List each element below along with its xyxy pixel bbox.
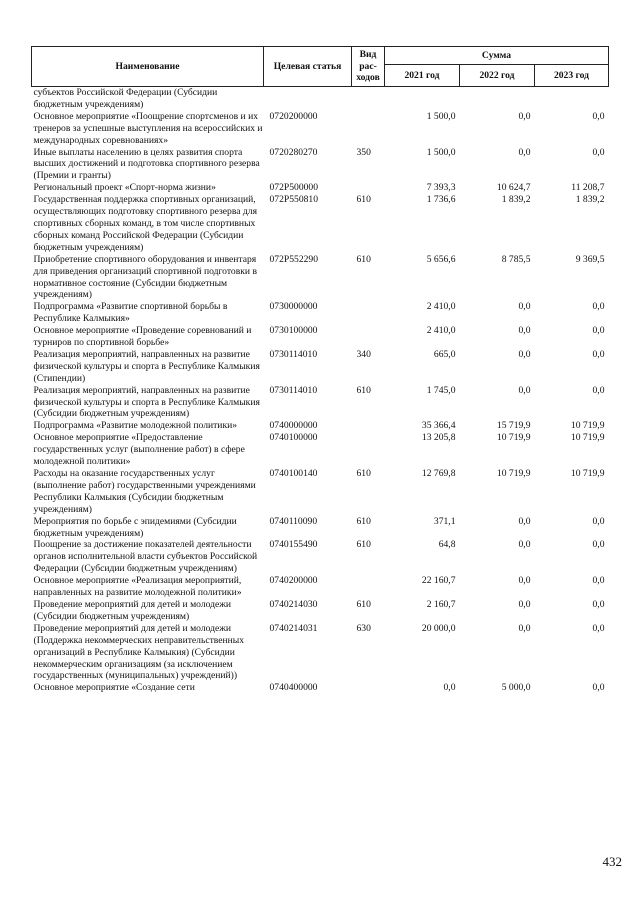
budget-table <box>31 46 609 694</box>
table-row <box>32 539 609 575</box>
cell-y2023: 0,0 <box>592 301 605 313</box>
cell-y2023: 0,0 <box>592 110 605 122</box>
cell-name: Государственная поддержка спортивных организаций, осуществляющих подготовку спортивного резерва для спортивных сборных команд, в том числе спортивных сборных команд Российской Федерации (Субсидии бюджетным учреждениям) <box>33 194 257 253</box>
cell-y2022: 0,0 <box>518 515 531 527</box>
cell-name: Основное мероприятие «Проведение соревнований и турниров по спортивной борьбе» <box>33 325 252 349</box>
cell-vid: 340 <box>356 348 371 360</box>
cell-y2021: 1 736,6 <box>426 194 456 206</box>
cell-y2023: 9 369,5 <box>575 253 605 265</box>
cell-y2023: 0,0 <box>592 622 605 634</box>
cell-code: 0740200000 <box>269 575 318 587</box>
cell-code: 072P500000 <box>269 182 319 194</box>
cell-code: 0740214031 <box>269 622 318 634</box>
table-body <box>32 87 609 695</box>
cell-y2021: 5 656,6 <box>426 253 456 265</box>
cell-y2022: 10 624,7 <box>496 182 531 194</box>
cell-y2021: 371,1 <box>433 515 456 527</box>
cell-y2022: 0,0 <box>518 575 531 587</box>
cell-vid <box>352 325 385 349</box>
cell-code: 0740100000 <box>269 432 318 444</box>
cell-code: 0730114010 <box>269 348 318 360</box>
table-row <box>32 420 609 432</box>
cell-y2022: 1 839,2 <box>501 194 531 206</box>
header-name: Наименование <box>32 47 264 87</box>
table-row <box>32 87 609 111</box>
cell-vid: 610 <box>356 539 371 551</box>
cell-name: Приобретение спортивного оборудования и инвентаря для приведения организаций спортивной подготовки в нормативное состояние (Субсидии бюджетным учреждениям) <box>33 253 257 301</box>
cell-y2022: 0,0 <box>518 301 531 313</box>
cell-name: субъектов Российской Федерации (Субсидии бюджетным учреждениям) <box>33 87 218 110</box>
cell-y2021: 22 160,7 <box>421 575 456 587</box>
cell-code: 0720280270 <box>269 146 318 158</box>
cell-vid: 610 <box>356 384 371 396</box>
cell-y2021: 2 410,0 <box>426 325 456 337</box>
table-header <box>32 47 609 87</box>
cell-code: 0740000000 <box>269 420 318 432</box>
cell-name: Основное мероприятие «Реализация мероприятий, направленных на развитие молодежной политики» <box>33 575 242 599</box>
cell-vid: 610 <box>356 468 371 479</box>
header-code: Целевая статья <box>264 47 352 87</box>
table-row <box>32 147 609 183</box>
cell-code: 0730000000 <box>269 301 318 313</box>
cell-y2022: 0,0 <box>518 598 531 610</box>
cell-name: Проведение мероприятий для детей и молодежи (Поддержка некоммерческих неправительственных организаций в Республике Калмыкия) (Субсидии некоммерческим организациям (за исключением государственных (муниципальных) учреждений)) <box>33 622 245 682</box>
cell-y2021: 12 769,8 <box>421 468 456 479</box>
cell-y2021 <box>385 87 460 111</box>
cell-name: Подпрограмма «Развитие спортивной борьбы в Республике Калмыкия» <box>33 301 228 325</box>
cell-code: 0730100000 <box>269 325 318 337</box>
cell-vid <box>352 575 385 599</box>
cell-name: Подпрограмма «Развитие молодежной политики» <box>33 420 238 432</box>
cell-y2021: 0,0 <box>443 682 456 694</box>
cell-code: 072P552290 <box>269 253 319 265</box>
cell-y2021: 20 000,0 <box>421 622 456 634</box>
cell-y2023: 0,0 <box>592 384 605 396</box>
cell-name: Основное мероприятие «Поощрение спортсменов и их тренеров за успешные выступления на всероссийских и международных соревнованиях» <box>33 110 263 146</box>
cell-y2021: 1 500,0 <box>426 110 456 122</box>
cell-vid <box>352 182 385 194</box>
cell-name: Иные выплаты населению в целях развития спорта высших достижений и подготовка спортивного резерва (Премии и гранты) <box>33 146 260 182</box>
cell-y2023: 10 719,9 <box>570 432 605 444</box>
cell-vid: 350 <box>356 146 371 158</box>
cell-y2023: 0,0 <box>592 539 605 551</box>
cell-vid: 610 <box>356 253 371 265</box>
table-row <box>32 432 609 468</box>
table-row <box>32 623 609 683</box>
cell-y2023: 10 719,9 <box>570 420 605 432</box>
cell-y2023: 0,0 <box>592 682 605 694</box>
table-row <box>32 182 609 194</box>
header-2022: 2022 год <box>460 65 535 87</box>
table-row <box>32 575 609 599</box>
cell-y2021: 2 160,7 <box>426 598 456 610</box>
cell-code: 0730114010 <box>269 384 318 396</box>
table-row <box>32 349 609 385</box>
cell-name: Основное мероприятие «Предоставление государственных услуг (выполнение работ) в сфере молодежной политики» <box>33 432 245 468</box>
cell-y2023: 0,0 <box>592 348 605 360</box>
header-2021: 2021 год <box>385 65 460 87</box>
cell-y2021: 35 366,4 <box>421 420 456 432</box>
cell-code: 0740100140 <box>269 468 318 479</box>
cell-y2022: 10 719,9 <box>496 432 531 444</box>
cell-vid <box>352 87 385 111</box>
table-row <box>32 325 609 349</box>
cell-vid <box>352 111 385 147</box>
cell-vid <box>352 682 385 694</box>
header-2023: 2023 год <box>535 65 609 87</box>
table-row <box>32 468 609 516</box>
cell-y2021: 1 500,0 <box>426 146 456 158</box>
cell-name: Региональный проект «Спорт-норма жизни» <box>33 182 216 194</box>
cell-y2023: 10 719,9 <box>570 468 605 479</box>
cell-y2021: 13 205,8 <box>421 432 456 444</box>
cell-y2022: 10 719,9 <box>496 468 531 479</box>
table-row <box>32 516 609 540</box>
page-number: 432 <box>602 854 622 869</box>
cell-name: Мероприятия по борьбе с эпидемиями (Субсидии бюджетным учреждениям) <box>33 515 237 539</box>
cell-y2022: 0,0 <box>518 325 531 337</box>
cell-vid <box>352 420 385 432</box>
cell-y2023: 0,0 <box>592 598 605 610</box>
cell-code: 0740214030 <box>269 598 318 610</box>
table-row <box>32 194 609 254</box>
cell-vid <box>352 432 385 468</box>
cell-y2021: 2 410,0 <box>426 301 456 313</box>
cell-y2022: 0,0 <box>518 348 531 360</box>
cell-code: 072P550810 <box>269 194 319 206</box>
cell-y2022: 0,0 <box>518 146 531 158</box>
cell-vid: 610 <box>356 515 371 527</box>
cell-y2023: 0,0 <box>592 146 605 158</box>
cell-y2022: 0,0 <box>518 384 531 396</box>
table-row <box>32 111 609 147</box>
cell-y2022 <box>460 87 535 111</box>
cell-name: Проведение мероприятий для детей и молодежи (Субсидии бюджетным учреждениям) <box>33 598 232 622</box>
cell-name: Основное мероприятие «Создание сети <box>33 682 195 694</box>
cell-y2022: 0,0 <box>518 110 531 122</box>
cell-name: Расходы на оказание государственных услуг (выполнение работ) государственными учреждениями Республики Калмыкия (Субсидии бюджетным учреждениям) <box>33 468 256 515</box>
cell-code: 0740155490 <box>269 539 318 551</box>
cell-vid: 630 <box>356 622 371 634</box>
cell-name: Реализация мероприятий, направленных на развитие физической культуры и спорта в Республике Калмыкия (Субсидии бюджетным учреждениям) <box>33 384 260 420</box>
cell-y2023: 0,0 <box>592 575 605 587</box>
cell-y2022: 5 000,0 <box>501 682 531 694</box>
cell-name: Поощрение за достижение показателей деятельности органов исполнительной власти субъектов Российской Федерации (Субсидии бюджетным учреждениям) <box>33 539 258 575</box>
cell-y2023: 1 839,2 <box>575 194 605 206</box>
header-sum: Сумма <box>385 47 609 65</box>
cell-code <box>264 87 352 111</box>
cell-code: 0740400000 <box>269 682 318 694</box>
cell-vid <box>352 301 385 325</box>
header-vid: Вид рас-ходов <box>352 47 385 87</box>
cell-code: 0740110090 <box>269 515 318 527</box>
cell-y2023: 11 208,7 <box>571 182 605 194</box>
cell-y2021: 1 745,0 <box>426 384 456 396</box>
table-row <box>32 385 609 421</box>
cell-y2023 <box>535 87 609 111</box>
cell-code: 0720200000 <box>269 110 318 122</box>
cell-y2021: 665,0 <box>433 348 456 360</box>
cell-vid: 610 <box>356 598 371 610</box>
cell-y2022: 8 785,5 <box>501 253 531 265</box>
table-row <box>32 301 609 325</box>
cell-name: Реализация мероприятий, направленных на развитие физической культуры и спорта в Республике Калмыкия (Стипендии) <box>33 348 260 384</box>
cell-y2023: 0,0 <box>592 515 605 527</box>
cell-vid: 610 <box>356 194 371 206</box>
cell-y2021: 7 393,3 <box>426 182 456 194</box>
cell-y2023: 0,0 <box>592 325 605 337</box>
table-row <box>32 599 609 623</box>
cell-y2022: 15 719,9 <box>496 420 531 432</box>
table-row <box>32 254 609 302</box>
cell-y2022: 0,0 <box>518 539 531 551</box>
cell-y2021: 64,8 <box>438 539 456 551</box>
cell-y2022: 0,0 <box>518 622 531 634</box>
table-row <box>32 682 609 694</box>
